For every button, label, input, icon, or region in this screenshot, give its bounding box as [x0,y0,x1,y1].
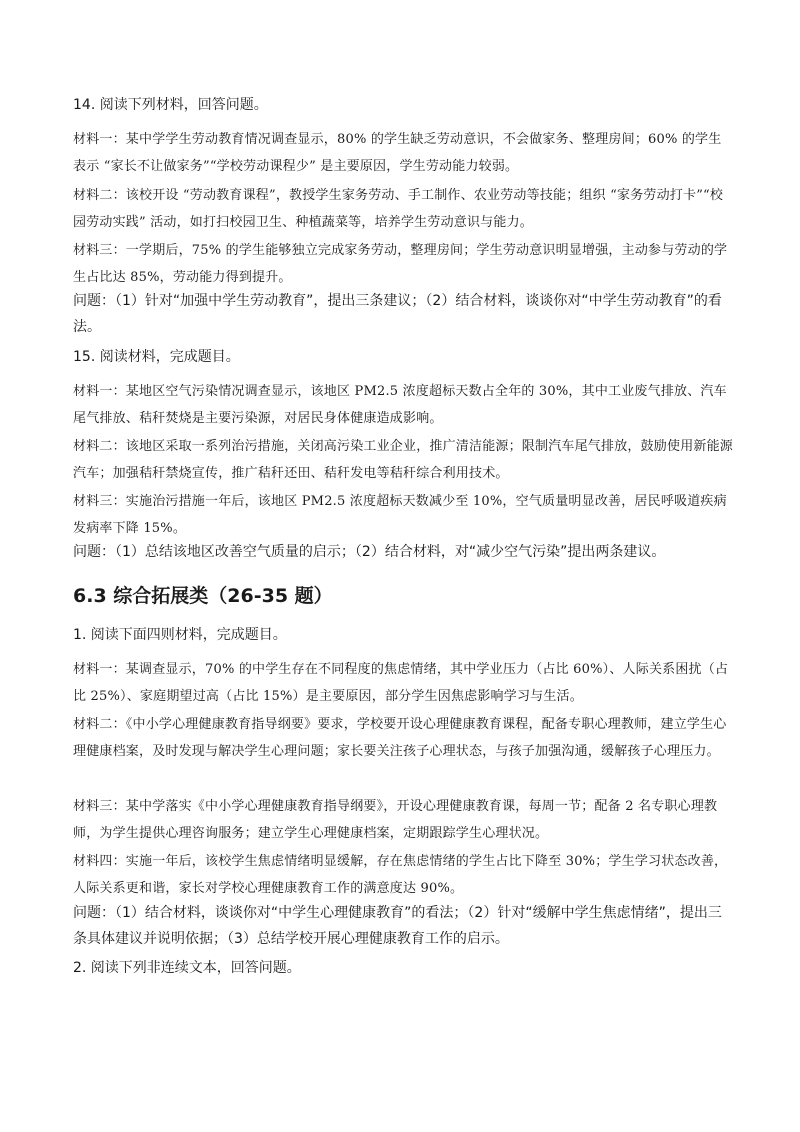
question-14-title: 14. 阅读下列材料，回答问题。 [73,97,268,113]
q15-question: 问题：（1）总结该地区改善空气质量的启示；（2）结合材料，对“减少空气污染”提出两条建议。 [73,544,666,560]
s1-material-2: 材料二：《中小学心理健康教育指导纲要》要求，学校要开设心理健康教育课程，配备专职心理教师，建立学生心理健康档案，及时发现与解决学生心理问题；家长要关注孩子心理状态，与孩子加强沟通，缓解孩子心理压力。 [73,717,727,759]
s1-question: 问题：（1）结合材料，谈谈你对“中学生心理健康教育”的看法；（2）针对“缓解中学生焦虑情绪”，提出三条具体建议并说明依据；（3）总结学校开展心理健康教育工作的启示。 [73,905,722,947]
q14-material-2: 材料二：该校开设 “劳动教育课程”，教授学生家务劳动、手工制作、农业劳动等技能；组织 “家务劳动打卡”“校园劳动实践” 活动，如打扫校园卫生、种植蔬菜等，培养学生劳动意识与能力。 [73,188,724,230]
s1-material-1: 材料一：某调查显示，70% 的中学生存在不同程度的焦虑情绪，其中学业压力（占比 60%）、人际关系困扰（占比 25%）、家庭期望过高（占比 15%）是主要原因，部分学生因焦虑影响学习与生活。 [73,662,729,704]
s1-title: 1. 阅读下面四则材料，完成题目。 [73,627,287,643]
s1-material-4: 材料四：实施一年后，该校学生焦虑情绪明显缓解，存在焦虑情绪的学生占比下降至 30%；学生学习状态改善，人际关系更和谐，家长对学校心理健康教育工作的满意度达 90%。 [73,854,728,896]
q15-material-1: 材料一：某地区空气污染情况调查显示，该地区 PM2.5 浓度超标天数占全年的 30%，其中工业废气排放、汽车尾气排放、秸秆焚烧是主要污染源，对居民身体健康造成影响。 [73,384,727,426]
q14-material-1: 材料一：某中学学生劳动教育情况调查显示，80% 的学生缺乏劳动意识，不会做家务、整理房间；60% 的学生表示 “家长不让做家务”“学校劳动课程少” 是主要原因，学生劳动能力较弱。 [73,132,722,174]
q14-material-3: 材料三：一学期后，75% 的学生能够独立完成家务劳动，整理房间；学生劳动意识明显增强，主动参与劳动的学生占比达 85%，劳动能力得到提升。 [73,243,728,285]
s2-title: 2. 阅读下列非连续文本，回答问题。 [73,960,301,976]
section-heading: 6.3 综合拓展类（26-35 题） [73,585,333,607]
q15-material-3: 材料三：实施治污措施一年后，该地区 PM2.5 浓度超标天数减少至 10%，空气质量明显改善，居民呼吸道疾病发病率下降 15%。 [73,494,727,536]
q14-question: 问题：（1）针对“加强中学生劳动教育”，提出三条建议；（2）结合材料，谈谈你对“中学生劳动教育”的看法。 [73,293,722,335]
question-15-title: 15. 阅读材料，完成题目。 [73,349,240,365]
s1-material-3: 材料三：某中学落实《中小学心理健康教育指导纲要》，开设心理健康教育课，每周一节；配备 2 名专职心理教师，为学生提供心理咨询服务；建立学生心理健康档案，定期跟踪学生心理状况。 [73,799,718,841]
q15-material-2: 材料二：该地区采取一系列治污措施，关闭高污染工业企业，推广清洁能源；限制汽车尾气排放，鼓励使用新能源汽车；加强秸秆禁烧宣传，推广秸秆还田、秸秆发电等秸秆综合利用技术。 [73,439,734,481]
